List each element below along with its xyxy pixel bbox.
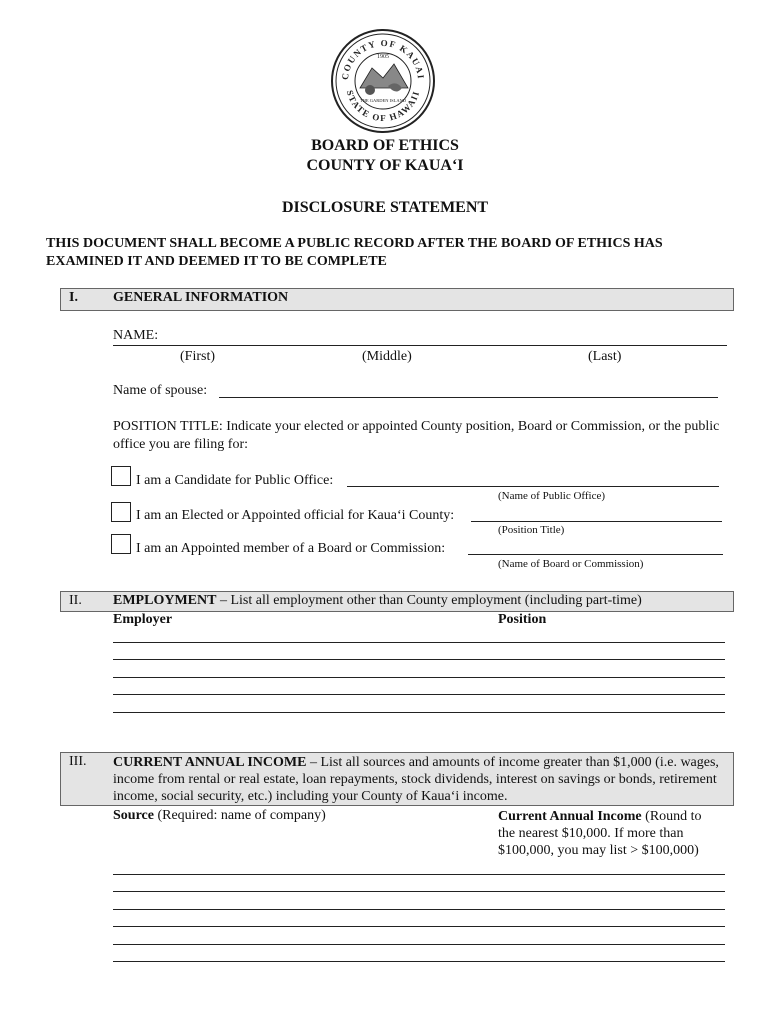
section-number: I. xyxy=(69,290,78,305)
candidate-label: I am a Candidate for Public Office: xyxy=(136,473,334,488)
income-line[interactable] xyxy=(113,961,725,962)
income-label: Current Annual Income xyxy=(498,809,642,824)
income-note-1: (Round to xyxy=(641,809,702,824)
position-title-field[interactable] xyxy=(471,521,722,522)
spouse-label: Name of spouse: xyxy=(113,383,208,398)
income-line[interactable] xyxy=(113,944,725,945)
employment-line[interactable] xyxy=(113,694,725,695)
official-label: I am an Elected or Appointed official for Kauaʻi County: xyxy=(136,508,455,523)
source-note: (Required: name of company) xyxy=(153,808,326,823)
seal-fish-icon xyxy=(365,85,375,95)
section-header-employment xyxy=(60,591,734,612)
seal-year: 1905 xyxy=(377,54,389,60)
section-title: GENERAL INFORMATION xyxy=(113,290,289,305)
spouse-field[interactable] xyxy=(219,397,718,398)
name-label: NAME: xyxy=(113,328,159,343)
board-name-caption: (Name of Board or Commission) xyxy=(498,558,644,570)
section-header-general xyxy=(60,288,734,311)
section-number: III. xyxy=(69,754,87,769)
board-name-field[interactable] xyxy=(468,554,723,555)
seal-mountain-icon xyxy=(360,64,408,88)
income-line[interactable] xyxy=(113,909,725,910)
income-column-header xyxy=(498,808,728,859)
section-title: EMPLOYMENT xyxy=(113,593,217,608)
document-title: DISCLOSURE STATEMENT xyxy=(281,199,489,216)
board-title: BOARD OF ETHICS xyxy=(311,137,459,154)
employment-line[interactable] xyxy=(113,659,725,660)
board-member-label: I am an Appointed member of a Board or Commission: xyxy=(136,541,446,556)
position-column-header: Position xyxy=(498,612,547,627)
income-line[interactable] xyxy=(113,926,725,927)
source-label: Source xyxy=(113,808,154,823)
name-last-caption: (Last) xyxy=(588,349,622,364)
name-middle-caption: (Middle) xyxy=(362,349,412,364)
income-note-2: the nearest $10,000. If more than xyxy=(498,826,684,841)
income-note-3: $100,000, you may list > $100,000) xyxy=(498,843,699,858)
svg-text:STATE OF HAWAII xyxy=(345,89,422,123)
public-office-field[interactable] xyxy=(347,486,719,487)
section-description: – List all employment other than County employment (including part-time) xyxy=(216,593,642,608)
county-seal xyxy=(330,28,436,134)
employer-column-header: Employer xyxy=(113,612,173,627)
board-member-checkbox[interactable] xyxy=(111,534,131,554)
employment-line[interactable] xyxy=(113,677,725,678)
source-column-header xyxy=(113,808,326,824)
public-office-caption: (Name of Public Office) xyxy=(498,490,606,502)
section-description: – List all sources and amounts of income greater than $1,000 (i.e. wages, income from rental or real estate, loan repayments, stock dividends, interest on savings or bonds, retirement income, social security, etc.) including your County of Kauaʻi income. xyxy=(113,755,719,804)
name-first-caption: (First) xyxy=(180,349,215,364)
seal-top-text: COUNTY OF KAUAI xyxy=(339,37,427,81)
employment-line[interactable] xyxy=(113,642,725,643)
official-checkbox[interactable] xyxy=(111,502,131,522)
income-line[interactable] xyxy=(113,891,725,892)
position-title-caption: (Position Title) xyxy=(498,524,565,536)
seal-ribbon: THE GARDEN ISLAND xyxy=(359,98,407,103)
candidate-checkbox[interactable] xyxy=(111,466,131,486)
section-number: II. xyxy=(69,593,82,608)
section-title: CURRENT ANNUAL INCOME xyxy=(113,755,307,770)
name-field[interactable] xyxy=(113,345,727,346)
county-title: COUNTY OF KAUAʻI xyxy=(306,157,464,174)
position-instructions: POSITION TITLE: Indicate your elected or appointed County position, Board or Commission, or the public office you are filing for: xyxy=(113,419,720,452)
income-line[interactable] xyxy=(113,874,725,875)
employment-line[interactable] xyxy=(113,712,725,713)
public-record-notice: THIS DOCUMENT SHALL BECOME A PUBLIC RECORD AFTER THE BOARD OF ETHICS HAS EXAMINED IT AND DEEMED IT TO BE COMPLETE xyxy=(46,236,663,269)
seal-bottom-text: STATE OF HAWAII xyxy=(344,88,422,124)
section-header-income xyxy=(60,752,734,806)
